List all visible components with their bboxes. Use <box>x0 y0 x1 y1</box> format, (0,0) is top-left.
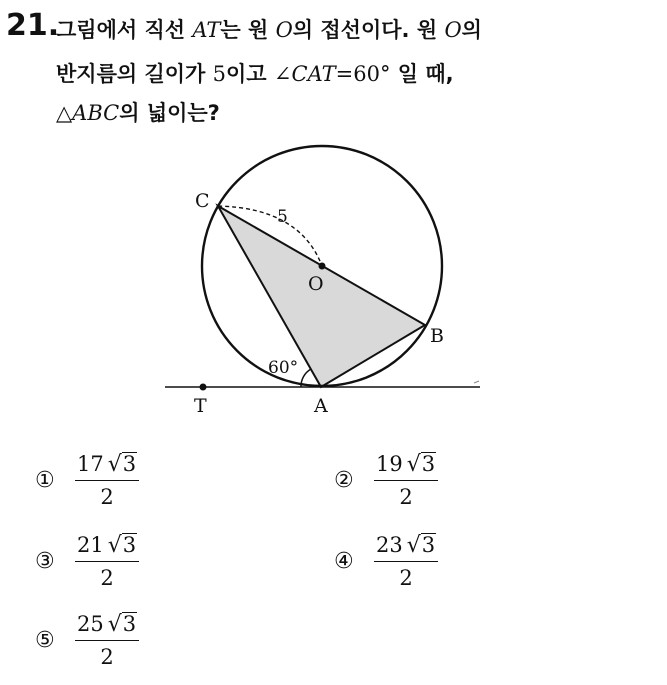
numerator-coef: 25 <box>77 612 104 637</box>
fraction <box>75 533 139 590</box>
question-text: 의 접선이다. 원 <box>292 18 438 42</box>
question-text: 의 넓이는? <box>119 101 220 125</box>
math-var: AT <box>192 18 221 42</box>
fraction <box>374 533 438 590</box>
numerator-coef: 19 <box>376 452 403 477</box>
point-o <box>319 263 326 270</box>
fraction <box>374 452 438 509</box>
label-a: A <box>314 395 328 417</box>
label-t: T <box>194 395 207 417</box>
numerator-coef: 21 <box>77 533 104 558</box>
question-text: 반지름의 길이가 <box>56 62 206 86</box>
denominator: 2 <box>399 566 413 591</box>
choice-4[interactable] <box>334 533 438 590</box>
question-text: 의 <box>461 18 482 42</box>
choice-mark: ② <box>334 468 354 494</box>
math-var: CAT <box>291 62 336 86</box>
fraction <box>75 612 139 669</box>
denominator: 2 <box>399 485 413 510</box>
sqrt-sign: √ <box>107 612 122 638</box>
denominator: 2 <box>100 485 114 510</box>
question-text: 는 원 <box>220 18 269 42</box>
choice-mark: ④ <box>334 549 354 575</box>
math-number: 60 <box>353 62 380 86</box>
denominator: 2 <box>100 645 114 670</box>
sqrt-sign: √ <box>406 452 421 478</box>
label-b: B <box>430 325 444 347</box>
question-text: 이고 <box>226 62 267 86</box>
math-number: 5 <box>212 62 226 86</box>
radicand: 3 <box>122 533 137 557</box>
choice-3[interactable] <box>35 533 139 590</box>
label-o: O <box>308 273 324 295</box>
equals-sign: = <box>335 62 354 86</box>
choice-mark: ③ <box>35 549 55 575</box>
label-angle: 60° <box>268 358 299 378</box>
angle-symbol: ∠ <box>273 62 292 86</box>
question-number: 21. <box>6 8 60 43</box>
radicand: 3 <box>122 452 137 476</box>
sqrt-sign: √ <box>406 533 421 559</box>
choice-mark: ⑤ <box>35 628 55 654</box>
question-text: 일 때, <box>397 62 454 86</box>
radicand: 3 <box>421 533 436 557</box>
triangle-symbol: △ <box>56 101 73 125</box>
choice-mark: ① <box>35 468 55 494</box>
degree-symbol: ° <box>379 62 391 86</box>
question-text: 그림에서 직선 <box>56 18 186 42</box>
choice-2[interactable] <box>334 452 438 509</box>
sqrt-sign: √ <box>107 452 122 478</box>
math-var: O <box>444 18 462 42</box>
label-radius: 5 <box>277 207 288 227</box>
sqrt-sign: √ <box>107 533 122 559</box>
denominator: 2 <box>100 566 114 591</box>
choice-1[interactable] <box>35 452 139 509</box>
point-t <box>200 384 207 391</box>
tangent-end-mark <box>474 381 479 383</box>
radicand: 3 <box>421 452 436 476</box>
fraction <box>75 452 139 509</box>
numerator-coef: 23 <box>376 533 403 558</box>
label-c: C <box>195 190 210 212</box>
math-var: O <box>275 18 293 42</box>
radicand: 3 <box>122 612 137 636</box>
choice-5[interactable] <box>35 612 139 669</box>
numerator-coef: 17 <box>77 452 104 477</box>
math-var: ABC <box>72 101 120 125</box>
